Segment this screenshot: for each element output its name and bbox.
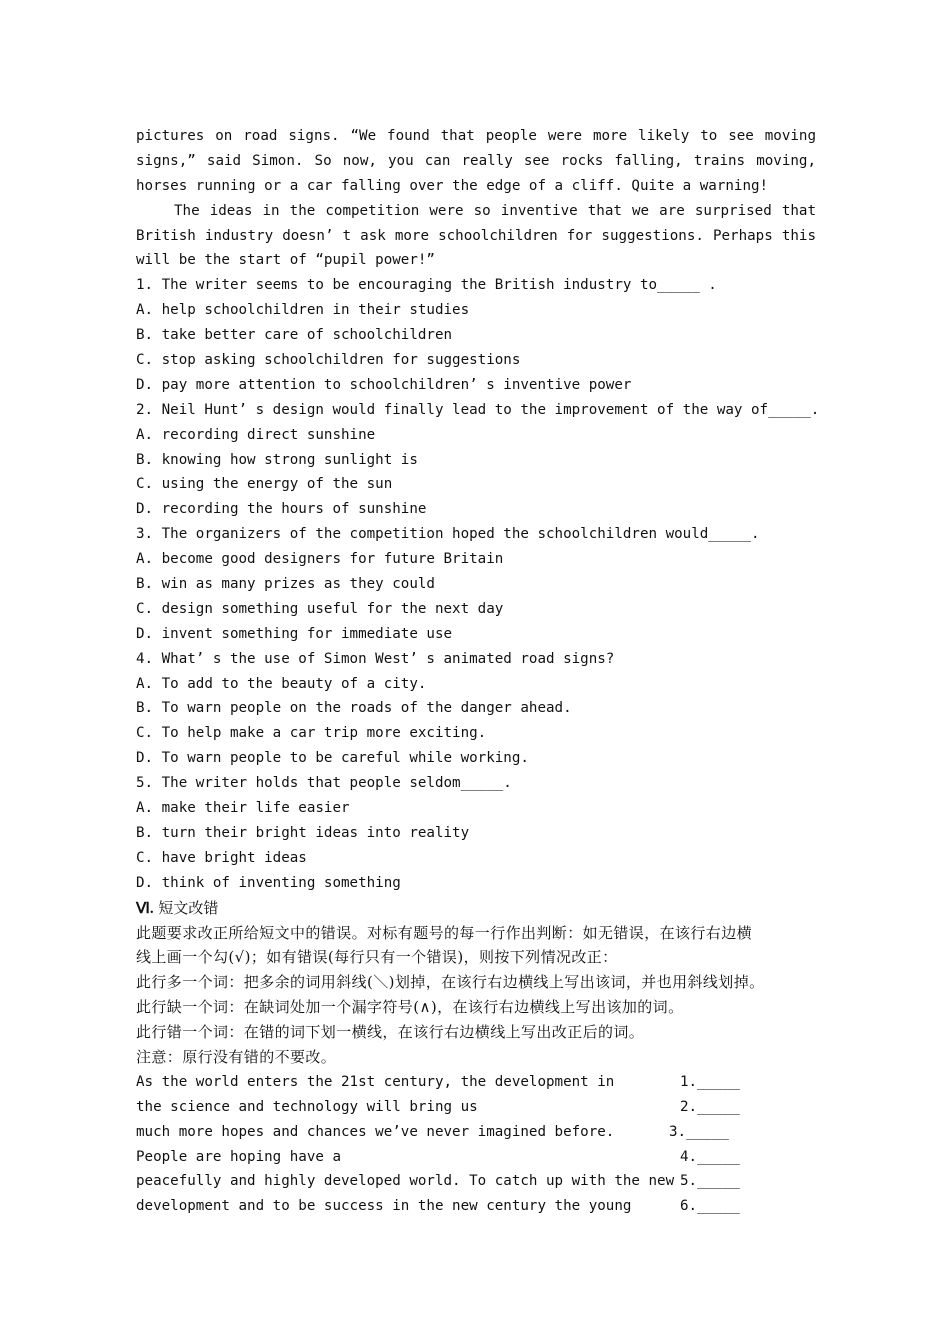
question-option: D. think of inventing something [136,874,401,891]
correction-row [136,1070,816,1095]
instruction-line: 此行缺一个词：在缺词处加一个漏字符号(∧)，在该行右边横线上写出该加的词。 [136,998,684,1017]
answer-blank[interactable]: 6._____ [680,1198,740,1215]
question-option: B. knowing how strong sunlight is [136,451,418,468]
passage-line: The ideas in the competition were so inventive that we are surprised that [174,202,816,219]
instruction-line: 此行错一个词：在错的词下划一横线，在该行右边横线上写出改正后的词。 [136,1023,645,1042]
correction-row [136,1169,816,1194]
question-option: B. To warn people on the roads of the danger ahead. [136,700,572,717]
answer-blank[interactable]: 1._____ [680,1073,740,1090]
question-option: D. pay more attention to schoolchildren’ s inventive power [136,376,632,393]
correction-text: People are hoping have a [136,1148,341,1165]
question-option: A. become good designers for future Britain [136,551,504,568]
question-option: B. win as many prizes as they could [136,576,435,593]
question-option: D. recording the hours of sunshine [136,501,427,518]
question-option: A. help schoolchildren in their studies [136,302,470,319]
correction-text: the science and technology will bring us [136,1098,478,1115]
question-option: C. using the energy of the sun [136,476,393,493]
question-stem: 3. The organizers of the competition hoped the schoolchildren would_____. [136,526,760,543]
section-heading [136,896,816,921]
correction-row [136,1095,816,1120]
question-stem: 1. The writer seems to be encouraging the British industry to_____ . [136,277,717,294]
question-option: B. take better care of schoolchildren [136,327,453,344]
correction-row [136,1194,816,1219]
correction-row [136,1120,816,1145]
question-option: B. turn their bright ideas into reality [136,824,470,841]
question-option: C. have bright ideas [136,849,307,866]
correction-row [136,1145,816,1170]
instruction-line: 注意：原行没有错的不要改。 [136,1047,337,1066]
passage-line: signs,” said Simon. So now, you can really see rocks falling, trains moving, [136,152,816,169]
passage-line: British industry doesn’ t ask more schoolchildren for suggestions. Perhaps this [136,227,816,244]
question-option: C. design something useful for the next day [136,600,504,617]
correction-text: development and to be success in the new century the young [136,1198,632,1215]
question-option: C. stop asking schoolchildren for suggestions [136,352,521,369]
passage-line: pictures on road signs. “We found that people were more likely to see moving [136,128,816,144]
question-stem: 2. Neil Hunt’ s design would finally lead to the improvement of the way of_____. [136,401,820,418]
section-title: 短文改错 [158,898,219,917]
instruction-line: 此题要求改正所给短文中的错误。对标有题号的每一行作出判断：如无错误，在该行右边横 [136,923,753,942]
passage-line: horses running or a car falling over the edge of a cliff. Quite a warning! [136,177,769,194]
instruction-line: 此行多一个词：把多余的词用斜线(＼)划掉，在该行右边横线上写出该词，并也用斜线划掉。 [136,973,765,992]
question-stem: 4. What’ s the use of Simon West’ s animated road signs? [136,650,615,667]
section-numeral: Ⅵ. [136,900,154,917]
passage-line: will be the start of “pupil power!” [136,252,435,269]
answer-blank[interactable]: 3._____ [669,1123,729,1140]
question-option: A. To add to the beauty of a city. [136,675,427,692]
correction-text: peacefully and highly developed world. To catch up with the new [136,1173,675,1190]
correction-text: much more hopes and chances we’ve never imagined before. [136,1123,615,1140]
question-option: A. recording direct sunshine [136,426,376,443]
answer-blank[interactable]: 5._____ [680,1173,740,1190]
question-option: D. To warn people to be careful while working. [136,750,529,767]
question-option: D. invent something for immediate use [136,625,453,642]
question-option: C. To help make a car trip more exciting. [136,725,487,742]
answer-blank[interactable]: 4._____ [680,1148,740,1165]
instruction-line: 线上画一个勾(√)；如有错误(每行只有一个错误)，则按下列情况改正： [136,948,618,967]
question-stem: 5. The writer holds that people seldom_____. [136,775,512,792]
question-option: A. make their life easier [136,800,350,817]
correction-text: As the world enters the 21st century, the development in [136,1073,615,1090]
document-page [136,124,820,1219]
answer-blank[interactable]: 2._____ [680,1098,740,1115]
